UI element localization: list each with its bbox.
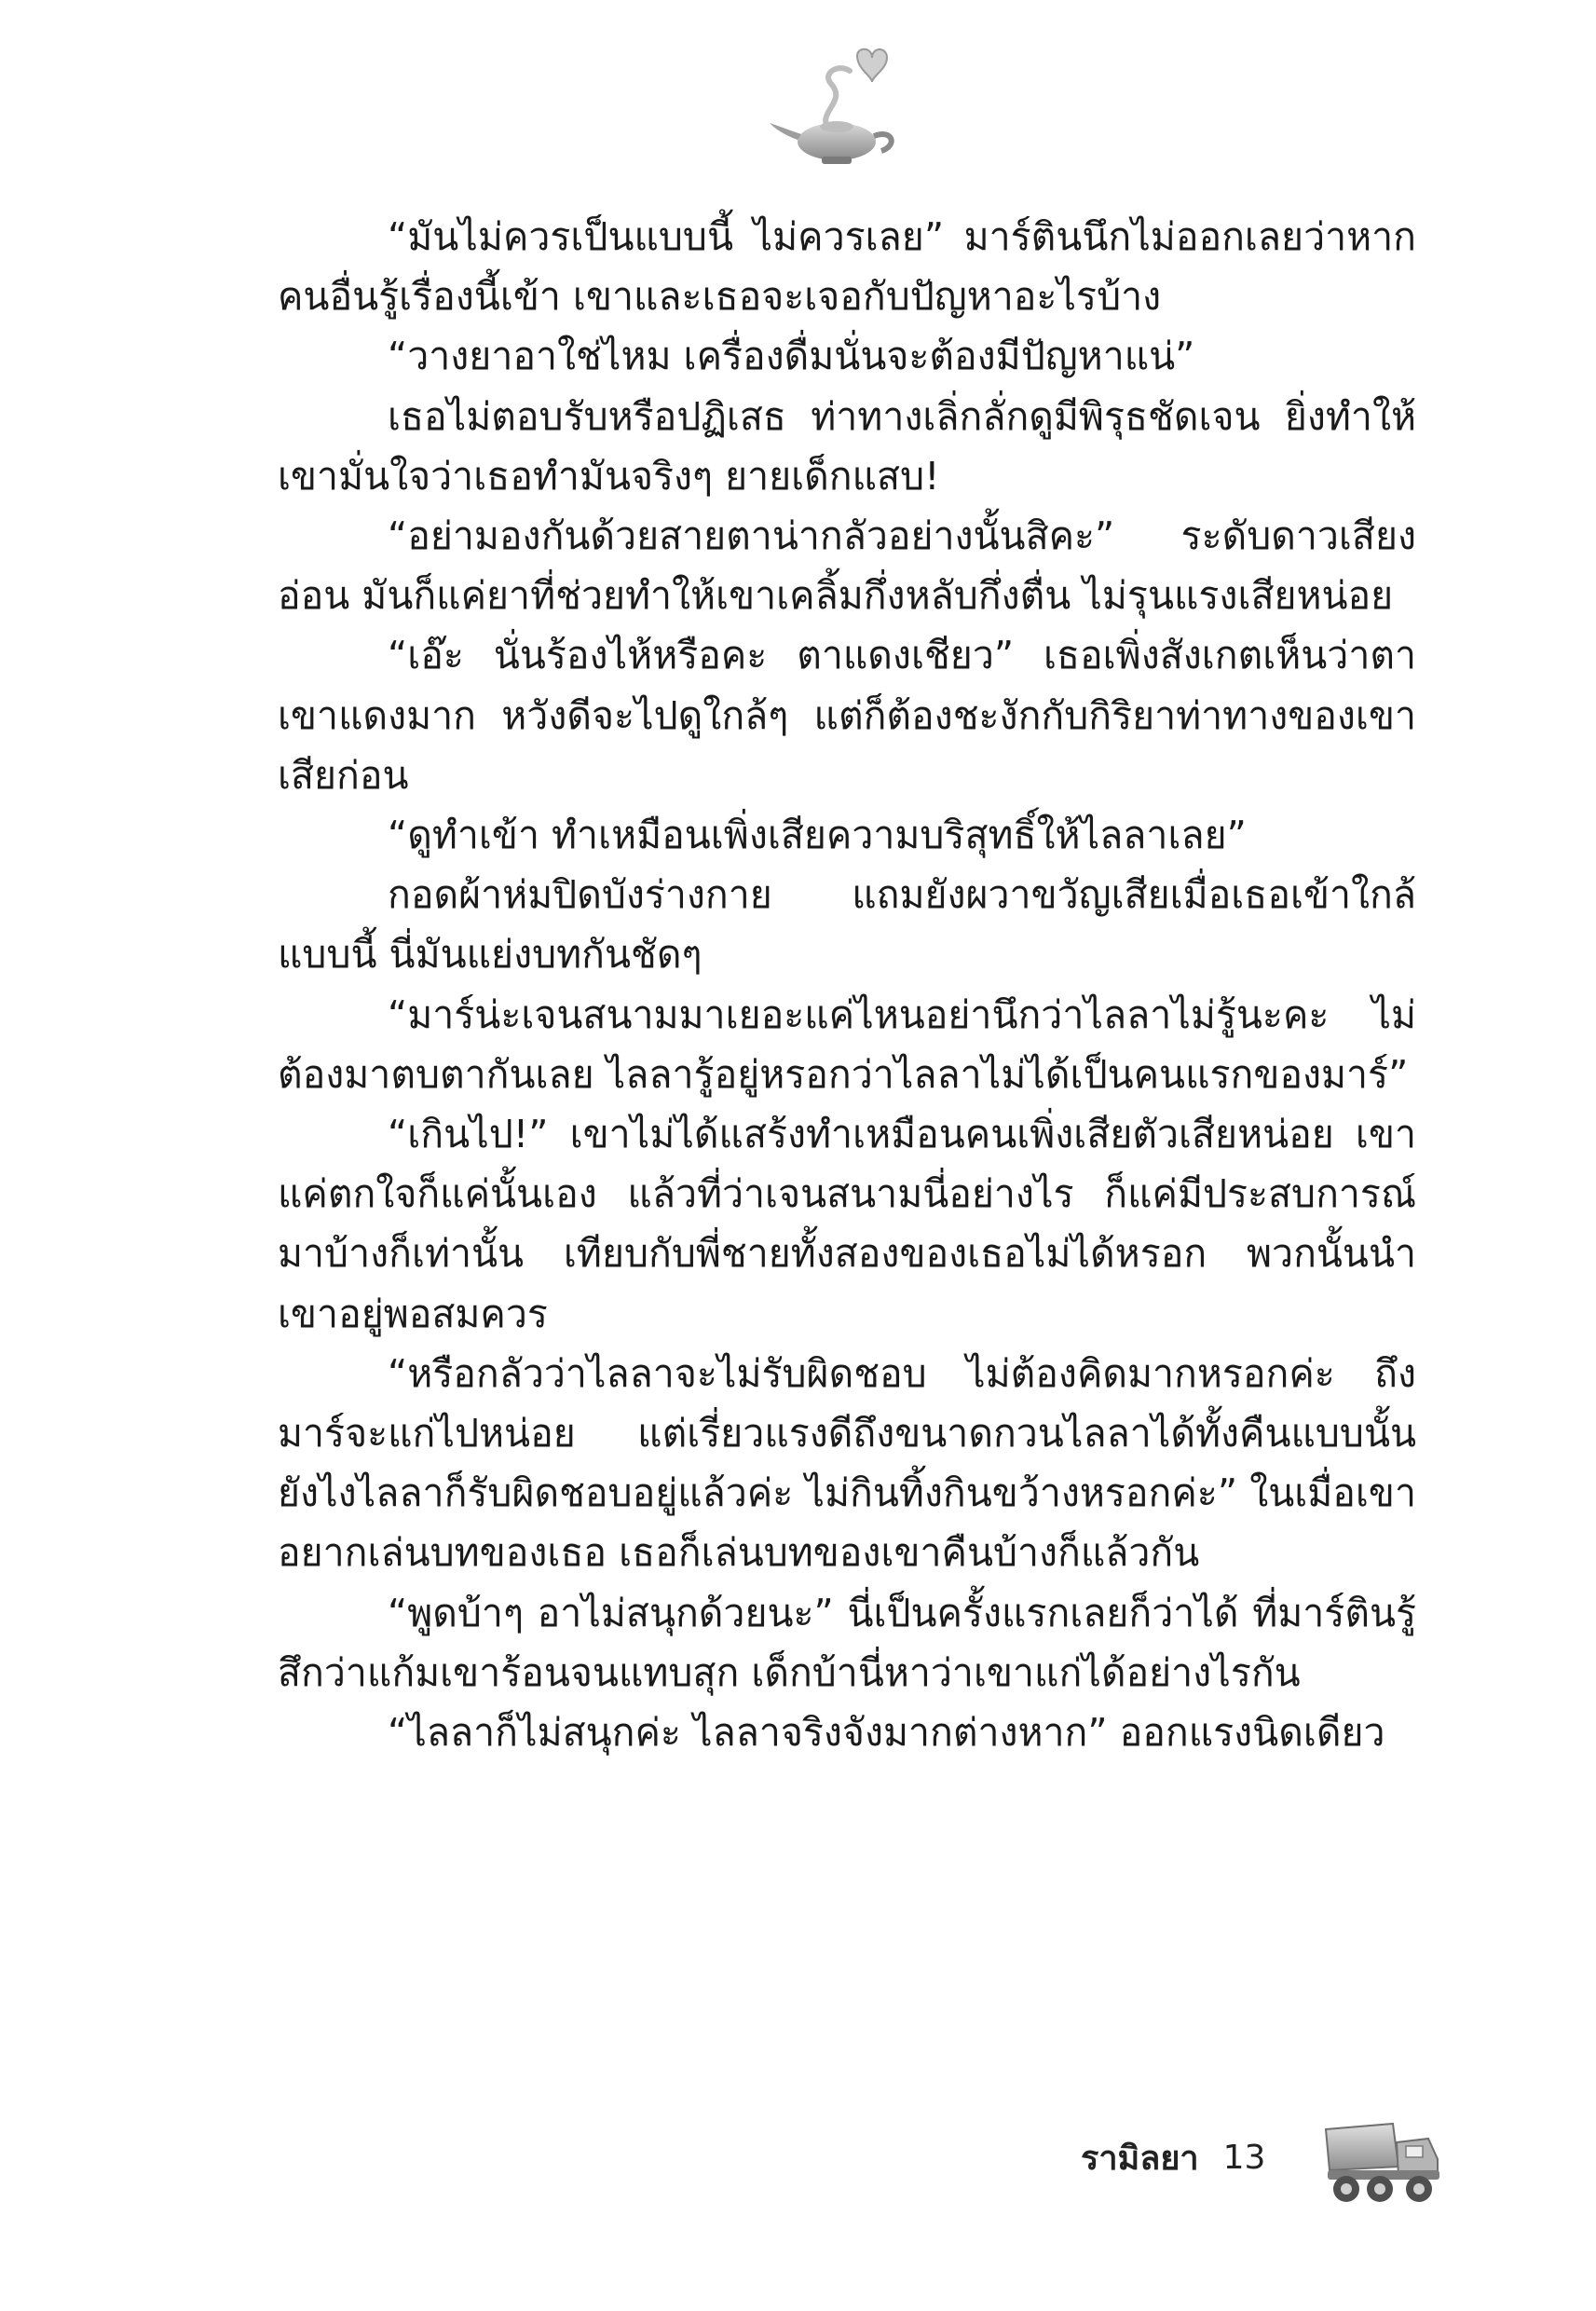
author-name: รามิลยา	[1081, 2139, 1199, 2178]
page-footer	[1081, 2134, 1265, 2181]
paragraph: “เกินไป!” เขาไม่ได้แสร้งทำเหมือนคนเพิ่งเสียตัวเสียหน่อย เขาแค่ตกใจก็แค่นั้นเอง แล้วที่ว่าเจนสนามนี่อย่างไร ก็แค่มีประสบการณ์มาบ้างก็เท่านั้น เทียบกับพี่ชายทั้งสองของเธอไม่ได้หรอก พวกนั้นนำเขาอยู่พอสมควร	[278, 1112, 1416, 1336]
genie-lamp-heart-icon	[764, 37, 904, 177]
paragraph: “มาร์น่ะเจนสนามมาเยอะแค่ไหนอย่านึกว่าไลลาไม่รู้นะคะ ไม่ต้องมาตบตากันเลย ไลลารู้อยู่หรอกว่าไลลาไม่ได้เป็นคนแรกของมาร์”	[278, 991, 1416, 1097]
paragraph: “มันไม่ควรเป็นแบบนี้ ไม่ควรเลย” มาร์ตินนึกไม่ออกเลยว่าหากคนอื่นรู้เรื่องนี้เข้า เขาและเธอจะเจอกับปัญหาอะไรบ้าง	[278, 214, 1416, 320]
toy-truck-icon	[1318, 2111, 1449, 2213]
paragraph: “หรือกลัวว่าไลลาจะไม่รับผิดชอบ ไม่ต้องคิดมากหรอกค่ะ ถึงมาร์จะแก่ไปหน่อย แต่เรี่ยวแรงดีถึงขนาดกวนไลลาได้ทั้งคืนแบบนั้น ยังไงไลลาก็รับผิดชอบอยู่แล้วค่ะ ไม่กินทิ้งกินขว้างหรอกค่ะ” ในเมื่อเขาอยากเล่นบทของเธอ เธอก็เล่นบทของเขาคืนบ้างก็แล้วกัน	[278, 1350, 1416, 1576]
paragraph: “ดูทำเข้า ทำเหมือนเพิ่งเสียความบริสุทธิ์ให้ไลลาเลย”	[388, 813, 1247, 858]
paragraph: “ไลลาก็ไม่สนุกค่ะ ไลลาจริงจังมากต่างหาก” ออกแรงนิดเดียว	[388, 1710, 1385, 1756]
paragraph: เธอไม่ตอบรับหรือปฏิเสธ ท่าทางเลิ่กลั่กดูมีพิรุธชัดเจน ยิ่งทำให้เขามั่นใจว่าเธอทำมันจริงๆ ยายเด็กแสบ!	[278, 393, 1416, 499]
paragraph: “อย่ามองกันด้วยสายตาน่ากลัวอย่างนั้นสิคะ” ระดับดาวเสียงอ่อน มันก็แค่ยาที่ช่วยทำให้เขาเคลิ้มกึ่งหลับกึ่งตื่น ไม่รุนแรงเสียหน่อย	[278, 513, 1416, 619]
page-number: 13	[1222, 2138, 1266, 2177]
paragraph: “พูดบ้าๆ อาไม่สนุกด้วยนะ” นี่เป็นครั้งแรกเลยก็ว่าได้ ที่มาร์ตินรู้สึกว่าแก้มเขาร้อนจนแทบสุก เด็กบ้านี่หาว่าเขาแก่ได้อย่างไรกัน	[278, 1590, 1416, 1695]
paragraph: กอดผ้าห่มปิดบังร่างกาย แถมยังผวาขวัญเสียเมื่อเธอเข้าใกล้แบบนี้ นี่มันแย่งบทกันชัดๆ	[278, 872, 1416, 978]
paragraph: “วางยาอาใช่ไหม เครื่องดื่มนั่นจะต้องมีปัญหาแน่”	[388, 334, 1195, 379]
story-text	[278, 207, 1416, 1762]
paragraph: “เอ๊ะ นั่นร้องไห้หรือคะ ตาแดงเชียว” เธอเพิ่งสังเกตเห็นว่าตาเขาแดงมาก หวังดีจะไปดูใกล้ๆ แต่ก็ต้องชะงักกับกิริยาท่าทางของเขาเสียก่อน	[278, 633, 1416, 798]
